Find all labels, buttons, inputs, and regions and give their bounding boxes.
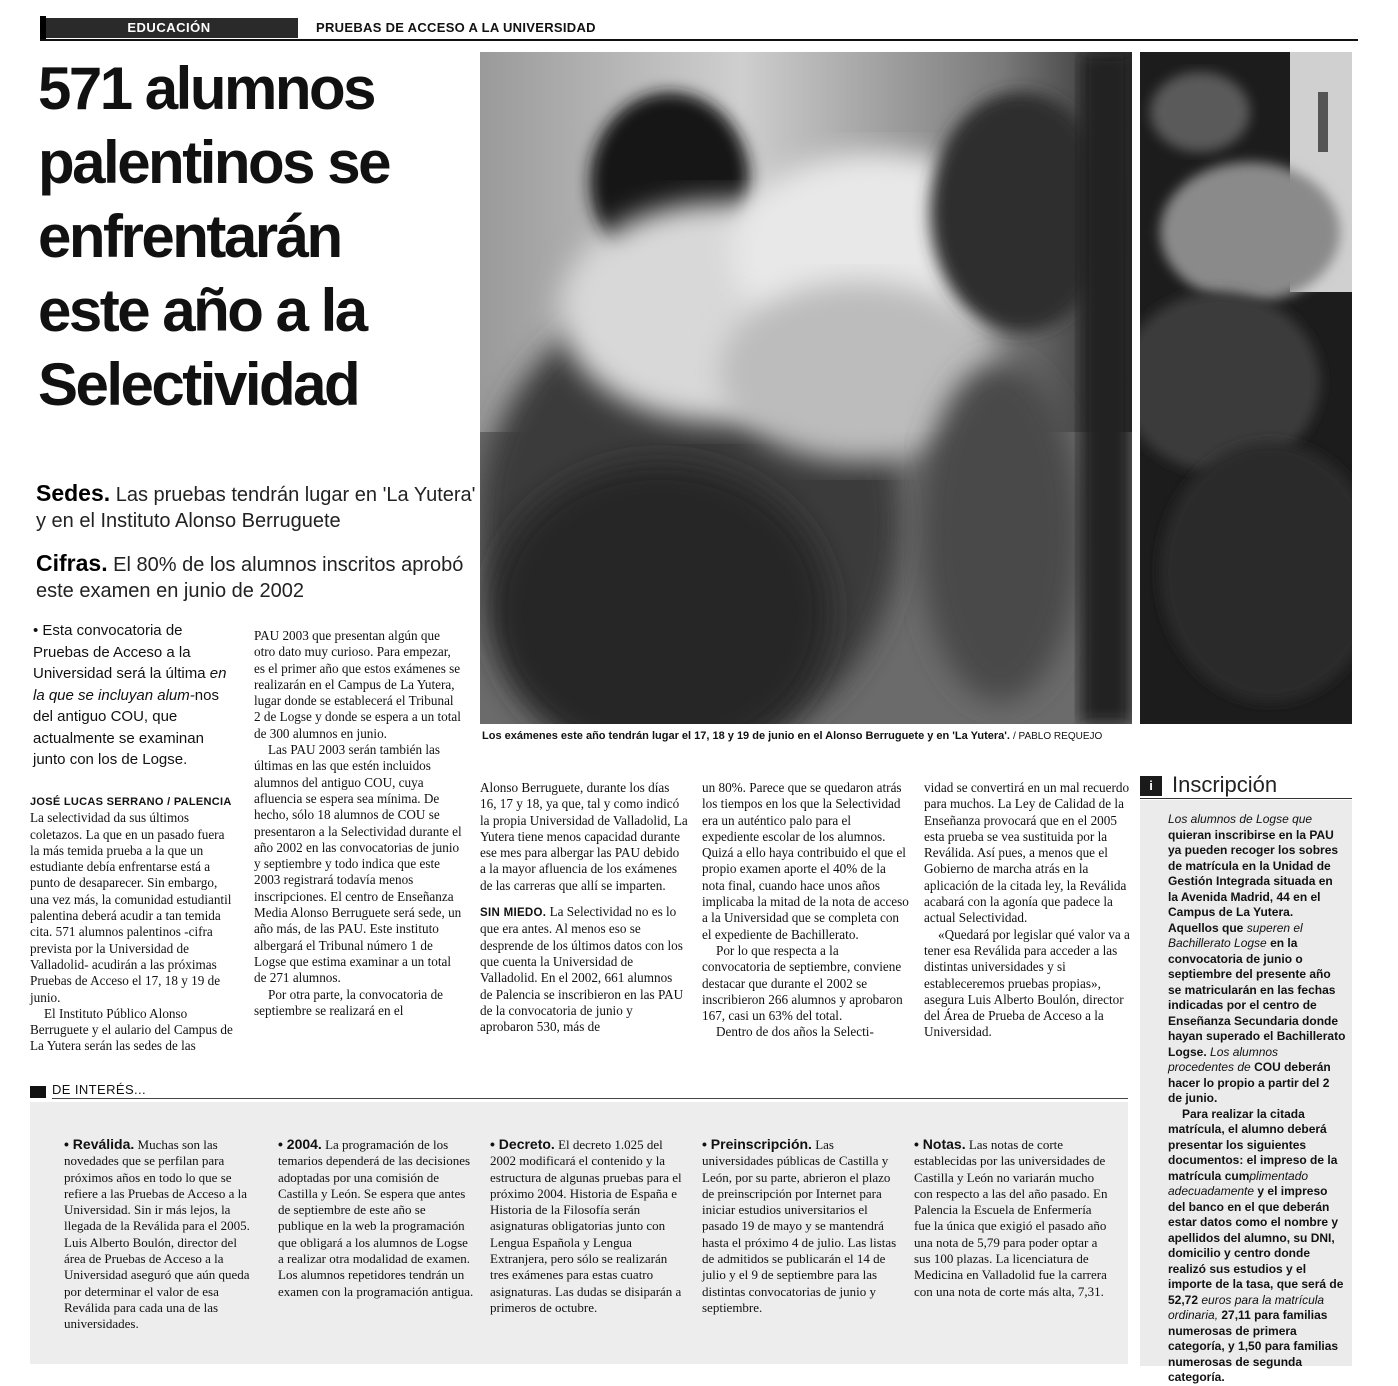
interes-item-text: El decreto 1.025 del 2002 modificará el contenido y la estructura de algunas pruebas para el próximo 2004. Historia de España e Historia de la Filosofía serán asignaturas obligatorias junto con Lengua Española y Lengua Extranjera, pero sólo se realizarán tres exámenes para estas cuatro asignaturas. Las dudas se disiparán a primeros de octubre.	[490, 1137, 682, 1315]
interes-item-title: • Notas.	[914, 1136, 966, 1152]
paragraph	[480, 904, 688, 1035]
subhead-label: Cifras.	[36, 550, 108, 576]
news-photo-side	[1140, 52, 1352, 724]
sidebar-italic: Los alumnos procedentes de	[1168, 1044, 1279, 1074]
subhead-label: Sedes.	[36, 480, 111, 506]
topic-label: PRUEBAS DE ACCESO A LA UNIVERSIDAD	[316, 20, 596, 35]
header-rule	[40, 39, 1358, 41]
section-tag: EDUCACIÓN	[127, 20, 211, 35]
headline-line: enfrentarán	[38, 203, 341, 270]
lead-text: • Esta convocatoria de Pruebas de Acceso a la Universidad será la última	[33, 622, 210, 682]
info-icon: i	[1140, 776, 1162, 796]
subhead-text: Las pruebas tendrán lugar en 'La Yutera' y en el Instituto Alonso Berruguete	[36, 484, 476, 532]
sidebar-rule	[1140, 798, 1352, 799]
sidebar-italic: superen el Bachillerato Logse	[1168, 920, 1303, 950]
paragraph: vidad se convertirá en un mal recuerdo para muchos. La Ley de Calidad de la Enseñanza provocará que en el 2005 esta prueba se vea sustituida por la Reválida. Así pues, a menos que el Gobierno de marcha atrás en la aplicación de la citada ley, la Reválida acabará con la agonía que padece la actual Selectividad.	[924, 780, 1130, 926]
interes-item-title: • Decreto.	[490, 1136, 555, 1152]
interes-rule	[52, 1098, 1128, 1099]
paragraph: Dentro de dos años la Selecti-	[716, 1024, 874, 1040]
paragraph-text: La Selectividad no es lo que era antes. Al menos eso se desprende de los últimos datos con los que cuenta la Universidad de Valladolid. En el 2002, 661 alumnos de Palencia se inscribieron en las PAU de la convocatoria de junio y aprobaron 530, más de	[480, 904, 684, 1035]
subhead-cifras	[36, 550, 476, 604]
sidebar-italic: plimentado adecuadamente	[1168, 1168, 1309, 1198]
interes-item-decreto	[490, 1136, 686, 1316]
paragraph: Por otra parte, la convocatoria de septiembre se realizará en el	[254, 986, 444, 1018]
article-column-5	[924, 780, 1130, 1041]
headline-line: Selectividad	[38, 351, 359, 418]
sidebar-text	[1168, 812, 1346, 1386]
interes-item-text: Muchas son las novedades que se perfilan para próximos años en todo lo que se refiere a las Pruebas de Acceso a la Universidad. Sin ir más lejos, la llegada de la Reválida para el 2005. Luis Alberto Boulón, director del área de Pruebas de Acceso a la Universidad aseguró que aún queda por determinar el valor de esa Reválida para cada una de las universidades.	[64, 1137, 250, 1332]
car-icon	[30, 1086, 46, 1098]
sidebar-text-run: y el impreso del banco en el que deberán estar datos como el nombre y apellidos del alumno, su DNI, domicilio y centro donde realizó sus estudios y el importe de la tasa, que será de 52,72	[1168, 1184, 1344, 1307]
interes-item-title: • Reválida.	[64, 1136, 135, 1152]
sidebar-italic: Los alumnos de Logse que	[1168, 812, 1313, 826]
sidebar-italic: euros para la matrícula ordinaria,	[1168, 1292, 1325, 1322]
subhead-sedes	[36, 480, 476, 534]
headline-line: 571 alumnos	[38, 55, 374, 122]
paragraph: El Instituto Público Alonso Berruguete y el aulario del Campus de La Yutera serán las sedes de las	[30, 1005, 233, 1054]
interes-item-text: Las notas de corte establecidas por las universidades de Castilla y León no variarán mucho con respecto a las del año pasado. En Palencia la Escuela de Enfermería fue la única que exigió el pasado año una nota de 5,79 para poder optar a sus 100 plazas. La licenciatura de Medicina en Valladolid fue la carrera con una nota de corte más alta, 7,31.	[914, 1137, 1108, 1299]
interes-label: DE INTERÉS...	[52, 1082, 147, 1097]
article-column-2	[254, 628, 462, 1019]
paragraph: La selectividad da sus últimos coletazos. La que en un pasado fuera la más temida prueba a la que un estudiante debía enfrentarse está a punto de desaparecer. Sin embargo, una vez más, la comunidad estudiantil palentina deberá acudir a tan temida cita. 571 alumnos palentinos -cifra prevista por la Universidad de Valladolid- acudirán a las próximas Pruebas de Acceso el 17, 18 y 19 de junio.	[30, 810, 232, 1005]
interes-item-notas	[914, 1136, 1110, 1300]
sidebar-text-run: en la convocatoria de junio o septiembre del presente año se matricularán en las fechas indicadas por el centro de Enseñanza Secundaria donde hayan superado el Bachillerato Logse.	[1168, 936, 1346, 1059]
headline-line: palentinos se	[38, 129, 389, 196]
lead-italic: en la que se incluyan alum-	[33, 665, 227, 704]
sidebar-text-run: 27,11 para familias numerosas de primera categoría, y 1,50 para familias numerosas de segunda categoría.	[1168, 1308, 1339, 1384]
subhead-text: El 80% de los alumnos inscritos aprobó este examen en junio de 2002	[36, 554, 464, 602]
interes-item-revalida	[64, 1136, 260, 1333]
sidebar-text-run: quieran inscribirse en la PAU ya pueden recoger los sobres de matrícula en la Unidad de Gestión Integrada situada en la Avenida Madrid, 44 en el Campus de La Yutera. Aquellos que	[1168, 827, 1339, 935]
paragraph: un 80%. Parece que se quedaron atrás los tiempos en los que la Selectividad era un auténtico palo para el expediente escolar de los alumnos. Quizá a ello haya contribuido el que el propio examen aporte el 40% de la nota final, cuando hace unos años implicaba la mitad de la nota de acceso a la Universidad que se completa con el expediente de Bachillerato.	[702, 780, 909, 942]
sidebar-paragraph	[1168, 1107, 1346, 1386]
news-photo	[480, 52, 1132, 724]
paragraph: Las PAU 2003 serán también las últimas en las que estén incluidos alumnos del antiguo COU, cuya afluencia se espera sea mínima. De hecho, sólo 18 alumnos de COU se presentaron a la Selectividad durante el año 2002 en las convocatorias de junio y septiembre y todo indica que este 2003 registrará todavía menos inscripciones. El centro de Enseñanza Media Alonso Berruguete será sede, un año más, de las PAU. Este instituto albergará el Tribunal número 1 de Logse que estima examinar a un total de 271 alumnos.	[254, 742, 462, 986]
caption-text: Los exámenes este año tendrán lugar el 17, 18 y 19 de junio en el Alonso Berruguete y en 'La Yutera'.	[482, 730, 1010, 742]
article-column-3	[480, 780, 688, 1035]
lead-paragraph	[33, 620, 233, 771]
sidebar-title: Inscripción	[1172, 772, 1278, 797]
sidebar-paragraph	[1168, 812, 1346, 1107]
paragraph: «Quedará por legislar qué valor va a tener esa Reválida para acceder a las distintas universidades y si estableceremos pruebas propias», asegura Luis Alberto Boulón, director del Área de Prueba de Acceso a la Universidad.	[924, 926, 1130, 1040]
interes-item-text: Las universidades públicas de Castilla y León, por su parte, abrieron el plazo de preinscripción por Internet para iniciar estudios universitarios el pasado 19 de mayo y se mantendrá hasta el próximo 4 de julio. Las listas de admitidos se publicarán el 14 de julio y el 9 de septiembre para las distintas convocatorias de junio y septiembre.	[702, 1137, 897, 1315]
sidebar-text-run: COU deberán hacer lo propio a partir del 2 de junio.	[1168, 1060, 1331, 1105]
photo-students-row	[1140, 52, 1352, 724]
run-in-head: SIN MIEDO.	[480, 907, 547, 920]
photo-credit: / PABLO REQUEJO	[1012, 731, 1103, 742]
interes-item-2004	[278, 1136, 474, 1300]
lead-text: nos del antiguo COU, que actualmente se examinan junto con los de Logse.	[33, 686, 219, 768]
interes-item-title: • Preinscripción.	[702, 1136, 812, 1152]
interes-item-preinscripcion	[702, 1136, 898, 1316]
article-column-4	[702, 780, 910, 1041]
paragraph: PAU 2003 que presentan algún que otro dato muy curioso. Para empezar, es el primer año que estos exámenes se realizarán en el Campus de La Yutera, lugar donde se establecerá el Tribunal 2 de Logse y donde se espera a un total de 300 alumnos en junio.	[254, 628, 461, 741]
photo-caption	[482, 730, 1132, 742]
paragraph: Por lo que respecta a la convocatoria de septiembre, conviene destacar que durante el 2002 se inscribieron 266 alumnos y aprobaron 167, casi un 63% del total.	[702, 942, 903, 1024]
photo-students-exam	[480, 52, 1132, 724]
interes-item-title: • 2004.	[278, 1136, 322, 1152]
paragraph: Alonso Berruguete, durante los días 16, 17 y 18, ya que, tal y como indicó la propia Universidad de Valladolid, La Yutera tiene menos capacidad durante ese mes para albergar las PAU debido a la mayor afluencia de los exámenes de las carreras que allí se imparten.	[480, 780, 688, 893]
byline: JOSÉ LUCAS SERRANO / PALENCIA	[30, 796, 232, 808]
sidebar-text-run: Para realizar la citada matrícula, el alumno deberá presentar los siguientes documentos: el impreso de la matrícula cum	[1168, 1106, 1338, 1183]
article-column-1	[30, 794, 236, 1055]
headline-line: este año a la	[38, 277, 366, 344]
headline	[38, 52, 478, 422]
interes-item-text: La programación de los temarios dependerá de las decisiones adoptadas por una comisión de Castilla y León. Se espera que antes de septiembre de este año se publique en la web la programación que obligará a los alumnos de Logse a realizar otra modalidad de examen. Los alumnos repetidores tendrán un examen con la programación antigua.	[278, 1137, 474, 1299]
